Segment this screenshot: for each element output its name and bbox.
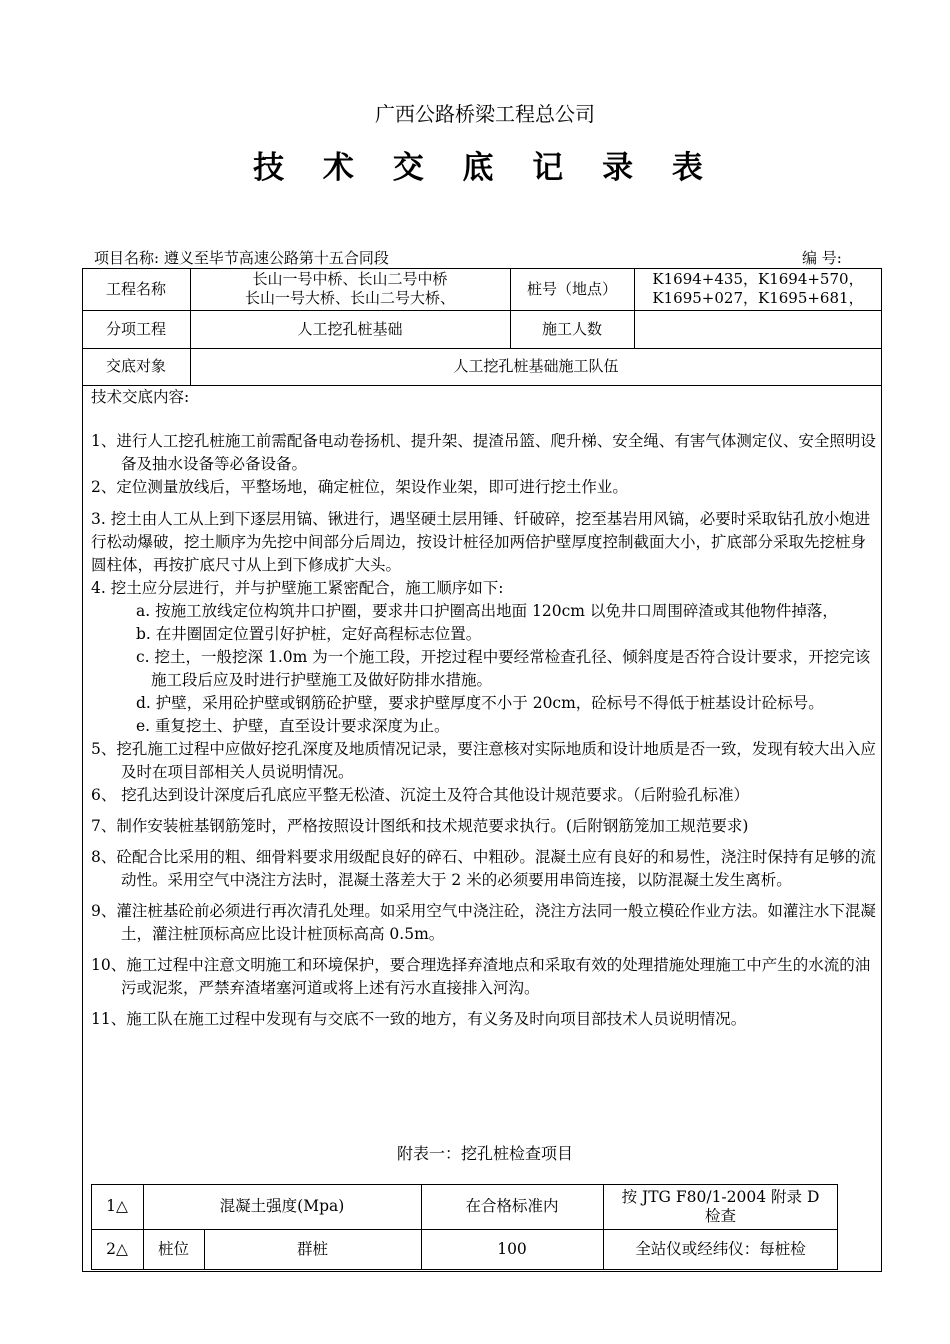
station-line1: K1694+435，K1694+570， bbox=[652, 270, 864, 288]
content-subitem-c: c. 挖土，一般挖深 1.0m 为一个施工段，开挖过程中要经常检查孔径、倾斜度是否符合设计要求，开挖完该施工段后应及时进行护壁施工及做好防排水措施。 bbox=[136, 648, 871, 689]
workers-label-cell: 施工人数 bbox=[541, 319, 602, 338]
station-label-cell: 桩号（地点） bbox=[526, 279, 617, 298]
workers-value-cell bbox=[634, 310, 882, 348]
disclosure-content bbox=[91, 386, 881, 1031]
row2-method: 全站仪或经纬仪：每桩检 bbox=[635, 1240, 806, 1258]
subitem-label-cell: 分项工程 bbox=[105, 319, 166, 338]
content-item-1: 1、进行人工挖孔桩施工前需配备电动卷扬机、提升架、提渣吊篮、爬升梯、安全绳、有害气体测定仪、安全照明设备及抽水设备等必备设备。 bbox=[91, 432, 876, 473]
content-item-6: 6、 挖孔达到设计深度后孔底应平整无松渣、沉淀土及符合其他设计规范要求。（后附验孔标准） bbox=[91, 786, 750, 804]
project-value-cell bbox=[190, 268, 510, 310]
content-subitem-b: b. 在井圈固定位置引好护桩，定好高程标志位置。 bbox=[136, 625, 482, 643]
content-subitem-e: e. 重复挖土、护壁，直至设计要求深度为止。 bbox=[136, 717, 450, 735]
content-item-7: 7、制作安装桩基钢筋笼时，严格按照设计图纸和技术规范要求执行。(后附钢筋笼加工规范要求) bbox=[91, 817, 749, 835]
project-value-line2: 长山一号大桥、长山二号大桥、 bbox=[244, 289, 455, 307]
project-label-cell: 工程名称 bbox=[105, 279, 166, 298]
target-label-cell: 交底对象 bbox=[105, 357, 166, 375]
company-name: 广西公路桥梁工程总公司 bbox=[375, 102, 595, 126]
row2-sub: 群桩 bbox=[296, 1240, 328, 1258]
target-value-cell: 人工挖孔桩基础施工队伍 bbox=[453, 357, 619, 375]
content-item-11: 11、施工队在施工过程中发现有与交底不一致的地方，有义务及时向项目部技术人员说明情况。 bbox=[91, 1010, 747, 1028]
project-name: 遵义至毕节高速公路第十五合同段 bbox=[163, 249, 389, 267]
content-subitem-a: a. 按施工放线定位构筑井口护圈，要求井口护圈高出地面 120cm 以免井口周围碎渣或其他物件掉落， bbox=[136, 602, 838, 620]
station-value-cell bbox=[634, 268, 882, 310]
row1-no: 1△ bbox=[106, 1197, 128, 1215]
content-item-8: 8、砼配合比采用的粗、细骨料要求用级配良好的碎石、中粗砂。混凝土应有良好的和易性，浇注时保持有足够的流动性。采用空气中浇注方法时，混凝土落差大于 2 米的必须要用串筒连接，以防混凝土发生离析。 bbox=[91, 848, 876, 889]
project-line bbox=[94, 247, 389, 268]
content-item-9: 9、灌注桩基砼前必须进行再次清孔处理。如采用空气中浇注砼，浇注方法同一般立模砼作业方法。如灌注水下混凝土，灌注桩顶标高应比设计桩顶标高高 0.5m。 bbox=[91, 902, 876, 943]
project-value-line1: 长山一号中桥、长山二号中桥 bbox=[252, 270, 448, 288]
attachment-title: 附表一：挖孔桩检查项目 bbox=[396, 1144, 573, 1163]
content-item-4: 4. 挖土应分层进行，并与护壁施工紧密配合，施工顺序如下: bbox=[91, 579, 504, 597]
project-label: 项目名称: bbox=[94, 249, 160, 267]
station-line2: K1695+027，K1695+681， bbox=[652, 289, 864, 307]
content-item-10: 10、施工过程中注意文明施工和环境保护，要合理选择弃渣地点和采取有效的处理措施处理施工中产生的水流的油污或泥浆，严禁弃渣堵塞河道或将上述有污水直接排入河沟。 bbox=[91, 956, 871, 997]
content-item-2: 2、定位测量放线后，平整场地，确定桩位，架设作业架，即可进行挖土作业。 bbox=[91, 478, 628, 496]
content-subitem-d: d. 护壁，采用砼护壁或钢筋砼护壁，要求护壁厚度不小于 20cm，砼标号不得低于桩基设计砼标号。 bbox=[136, 694, 824, 712]
content-item-3: 3. 挖土由人工从上到下逐层用镐、锹进行，遇坚硬土层用锤、钎破碎，挖至基岩用风镐，必要时采取钻孔放小炮进行松动爆破，挖土顺序为先挖中间部分后周边，按设计桩径加两倍护壁厚度控制截面大小，扩底部分采取先挖桩身圆柱体，再按扩底尺寸从上到下修成扩大头。 bbox=[91, 510, 871, 574]
row2-item: 桩位 bbox=[157, 1240, 189, 1258]
number-label: 编 号: bbox=[802, 249, 842, 267]
document-title: 技 术 交 底 记 录 表 bbox=[253, 150, 717, 186]
row1-standard: 在合格标准内 bbox=[465, 1197, 559, 1215]
row2-standard: 100 bbox=[497, 1240, 527, 1258]
row1-method: 按 JTG F80/1-2004 附录 D 检查 bbox=[621, 1187, 820, 1225]
content-item-5: 5、挖孔施工过程中应做好挖孔深度及地质情况记录，要注意核对实际地质和设计地质是否一致，发现有较大出入应及时在项目部相关人员说明情况。 bbox=[91, 740, 876, 781]
row2-no: 2△ bbox=[106, 1240, 128, 1258]
content-heading: 技术交底内容: bbox=[91, 388, 190, 406]
row1-item: 混凝土强度(Mpa) bbox=[219, 1197, 345, 1215]
subitem-value-cell: 人工挖孔桩基础 bbox=[297, 319, 403, 338]
